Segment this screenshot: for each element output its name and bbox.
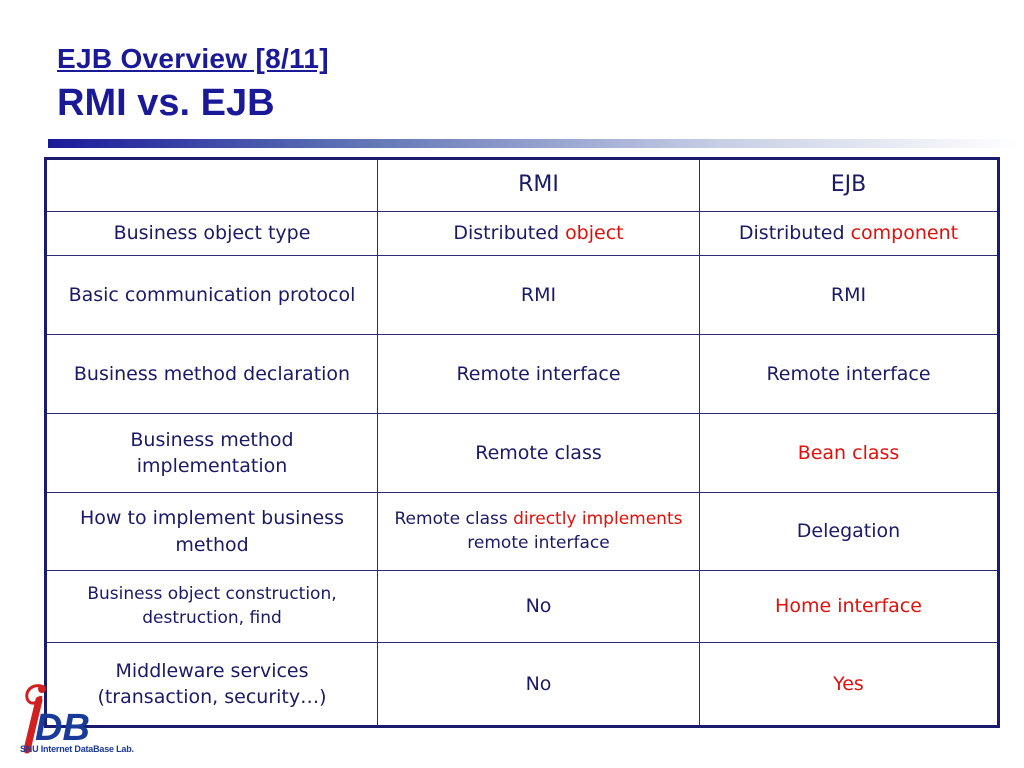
rmi-cell	[378, 571, 700, 643]
idb-logo-subtitle: SNU Internet DataBase Lab.	[20, 744, 134, 754]
cell-text: Remote class	[475, 441, 602, 464]
row-label: Business method implementation	[46, 414, 378, 493]
ejb-cell	[700, 212, 999, 256]
cell-text: No	[525, 672, 552, 695]
table-row	[46, 643, 999, 727]
rmi-cell	[378, 256, 700, 335]
row-label: Middleware services (transaction, security…)	[46, 643, 378, 727]
cell-highlight: Home interface	[775, 595, 922, 618]
comparison-table	[44, 157, 1000, 728]
ejb-cell	[700, 493, 999, 571]
cell-text: Remote interface	[456, 362, 621, 385]
slide-section-title: EJB Overview [8/11]	[57, 43, 329, 74]
rmi-cell	[378, 493, 700, 571]
row-label: Business object construction, destruction, find	[46, 571, 378, 643]
ejb-cell	[700, 414, 999, 493]
table-row	[46, 212, 999, 256]
cell-text: Remote interface	[766, 362, 931, 385]
rmi-cell	[378, 212, 700, 256]
rmi-cell	[378, 643, 700, 727]
slide-main-title: RMI vs. EJB	[57, 82, 275, 124]
row-label: Basic communication protocol	[46, 256, 378, 335]
cell-highlight: object	[565, 222, 624, 245]
table-row	[46, 493, 999, 571]
ejb-cell	[700, 335, 999, 414]
cell-highlight: Bean class	[797, 441, 900, 464]
cell-text: Remote class	[394, 509, 514, 530]
cell-text: No	[525, 595, 552, 618]
row-label: Business object type	[46, 212, 378, 256]
slide-title	[57, 42, 329, 126]
cell-text: RMI	[520, 283, 557, 306]
cell-highlight: Yes	[833, 672, 864, 695]
table-row	[46, 571, 999, 643]
cell-text-suffix: remote interface	[467, 532, 610, 553]
ejb-cell	[700, 571, 999, 643]
table-row	[46, 335, 999, 414]
table-header-row	[46, 159, 999, 212]
ejb-cell	[700, 643, 999, 727]
cell-highlight: component	[850, 222, 959, 245]
svg-text:DB: DB	[35, 707, 90, 749]
header-cell-empty	[46, 159, 378, 212]
row-label: Business method declaration	[46, 335, 378, 414]
title-underline-bar	[48, 139, 1020, 148]
rmi-cell	[378, 335, 700, 414]
table-row	[46, 414, 999, 493]
cell-text: Delegation	[796, 520, 901, 543]
cell-text: RMI	[830, 283, 867, 306]
row-label: How to implement business method	[46, 493, 378, 571]
idb-logo-mark	[27, 685, 90, 750]
cell-highlight: directly implements	[513, 509, 683, 530]
cell-text: Distributed	[738, 222, 851, 245]
ejb-cell	[700, 256, 999, 335]
table-row	[46, 256, 999, 335]
cell-text: Distributed	[453, 222, 566, 245]
header-cell-ejb: EJB	[700, 159, 999, 212]
rmi-cell	[378, 414, 700, 493]
header-cell-rmi: RMI	[378, 159, 700, 212]
